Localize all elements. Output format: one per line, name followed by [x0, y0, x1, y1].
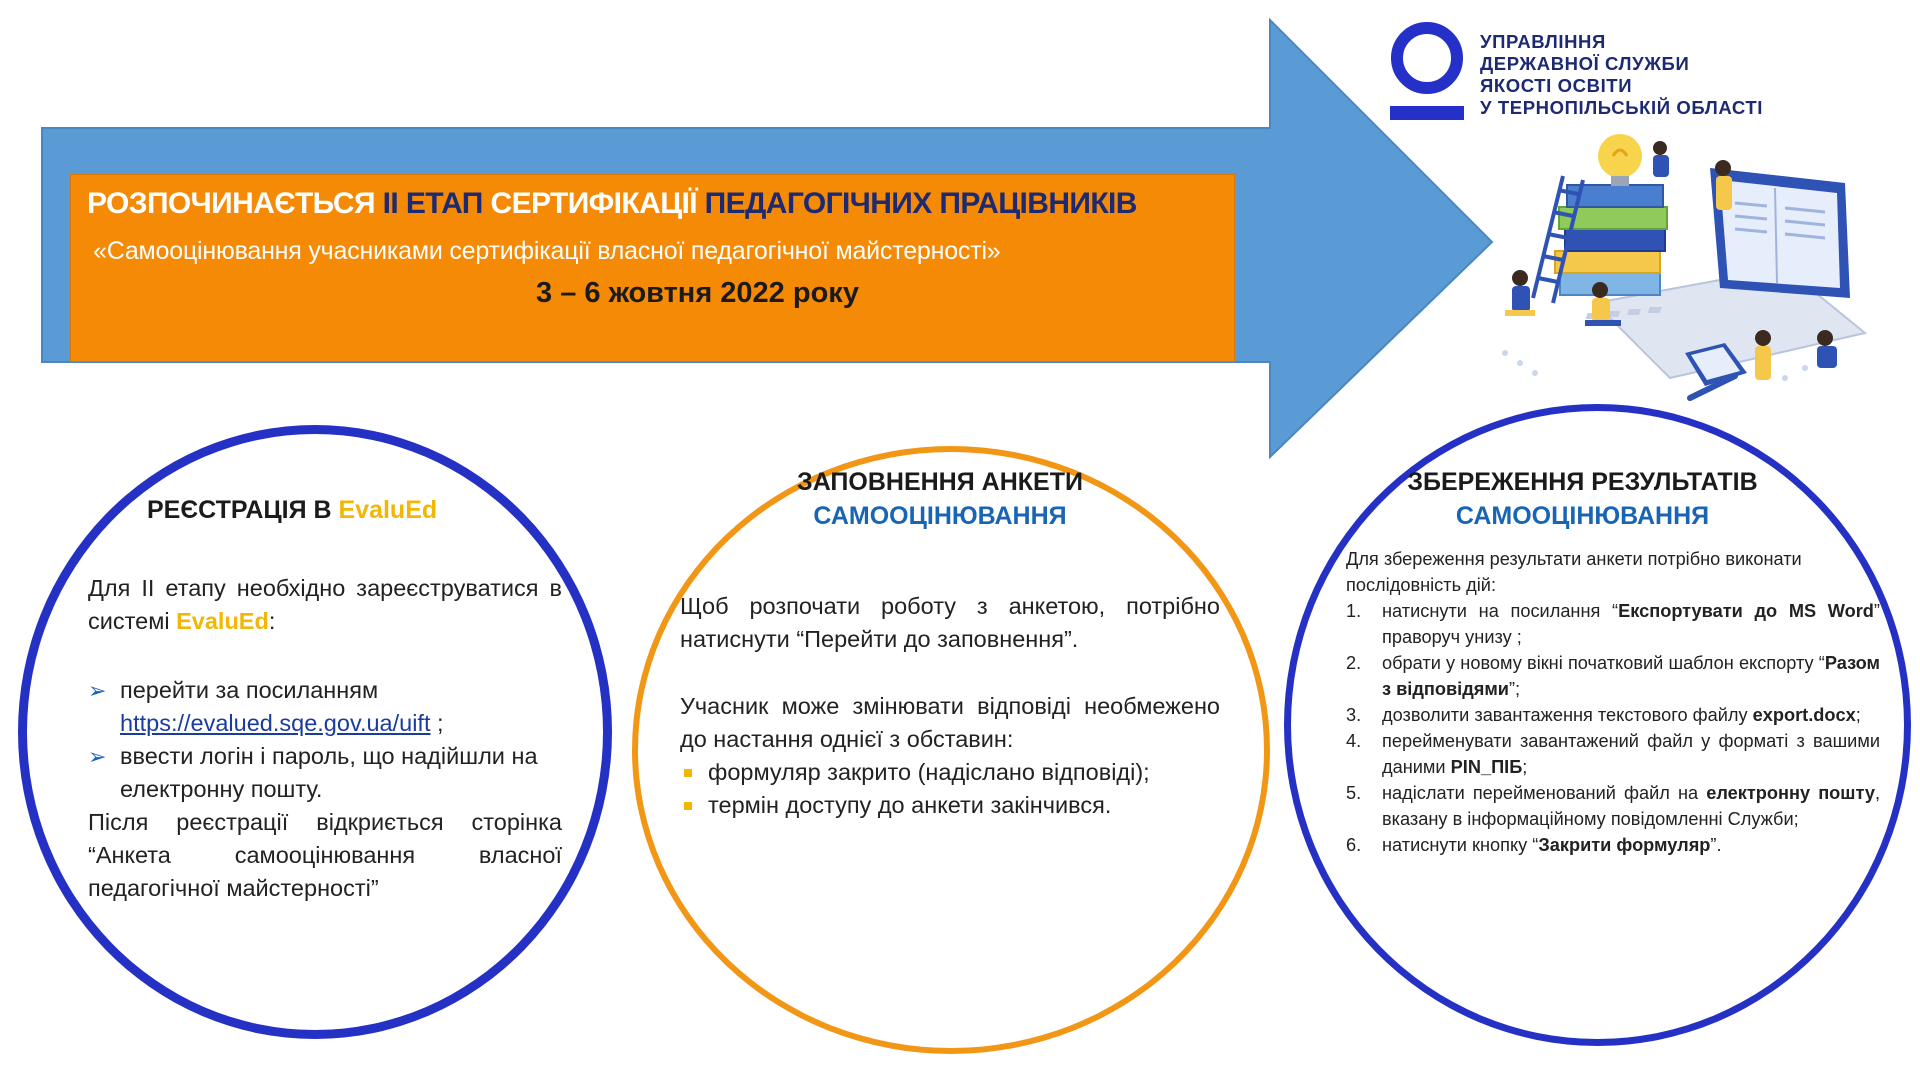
saving-step-bold: PIN_ПІБ — [1450, 757, 1523, 777]
registration-intro-colon: : — [268, 608, 276, 634]
saving-step-text: дозволити завантаження текстового файлу — [1382, 705, 1753, 725]
saving-step-text: ”. — [1710, 835, 1722, 855]
lightbulb-icon — [1598, 134, 1642, 186]
banner-title-part: СЕРТИФІКАЦІЇ — [482, 187, 705, 220]
questionnaire-body — [680, 690, 1220, 822]
registration-step — [88, 740, 562, 806]
saving-step-text: натиснути на посилання “ — [1382, 601, 1619, 621]
logo-line: У ТЕРНОПІЛЬСЬКІЙ ОБЛАСТІ — [1480, 97, 1764, 118]
person-icon — [1653, 141, 1669, 177]
logo-line: ЯКОСТІ ОСВІТИ — [1480, 75, 1633, 96]
saving-step-text: надіслати перейменований файл на — [1382, 783, 1707, 803]
banner-title-part: РОЗПОЧИНАЄТЬСЯ — [87, 187, 383, 220]
registration-step — [88, 674, 562, 740]
banner-subtitle: «Самооцінювання учасниками сертифікації власної педагогічної майстерності» — [93, 237, 1001, 265]
square-bullet-icon — [684, 802, 692, 810]
saving-step-number: 4. — [1346, 731, 1362, 751]
saving-step-number: 2. — [1346, 653, 1362, 673]
saving-step-bold: електронну пошту — [1706, 783, 1875, 803]
questionnaire-title — [640, 465, 1240, 533]
questionnaire-para1: Щоб розпочати роботу з анкетою, потрібно натиснути “Перейти до заповнення”. — [680, 593, 1220, 652]
saving-step-text: ; — [1522, 757, 1528, 777]
questionnaire-title-line2: САМООЦІНЮВАННЯ — [813, 502, 1067, 530]
registration-title — [147, 493, 437, 527]
evalued-link[interactable]: https://evalued.sqe.gov.ua/uift — [120, 710, 431, 736]
registration-step-text: ввести логін і пароль, що надійшли на електронну пошту. — [120, 743, 538, 802]
saving-step — [1346, 702, 1880, 728]
registration-intro-brand: EvaluEd — [176, 608, 269, 634]
banner-date: 3 – 6 жовтня 2022 року — [536, 277, 859, 309]
banner-title-stage: ІІ ЕТАП — [382, 187, 483, 220]
arrow-bullet-icon: ➢ — [88, 678, 107, 703]
saving-step-bold: export.docx — [1752, 705, 1856, 725]
registration-step-suffix: ; — [430, 710, 444, 736]
registration-steps — [88, 674, 562, 905]
person-icon — [1505, 270, 1535, 316]
saving-step — [1346, 832, 1880, 858]
saving-step-number: 1. — [1346, 601, 1362, 621]
saving-step-number: 3. — [1346, 705, 1362, 725]
saving-steps-list — [1346, 598, 1880, 858]
saving-step — [1346, 650, 1880, 702]
logo-line: УПРАВЛІННЯ — [1480, 31, 1606, 52]
person-icon — [1715, 160, 1732, 210]
saving-step — [1346, 598, 1880, 650]
saving-step-number: 5. — [1346, 783, 1362, 803]
questionnaire-bullet-text: термін доступу до анкети закінчився. — [708, 792, 1112, 818]
saving-title — [1290, 465, 1875, 533]
saving-step-text: ”; — [1509, 679, 1521, 699]
announcement-banner — [70, 174, 1235, 362]
registration-after-text: Після реєстрації відкриється сторінка “Анкета самооцінювання власної педагогічної майстерності” — [88, 809, 562, 901]
questionnaire-para2: Учасник може змінювати відповіді необмежено до настання однієї з обставин: — [680, 693, 1220, 752]
registration-step-text: перейти за посиланням — [120, 677, 379, 703]
saving-step-bold: Разом з відповідями — [1382, 653, 1880, 699]
registration-title-brand: EvaluEd — [338, 496, 438, 524]
registration-title-text: РЕЄСТРАЦІЯ В — [147, 496, 339, 524]
books-stack-icon — [1555, 185, 1667, 295]
education-illustration — [1485, 128, 1875, 408]
arrow-bullet-icon: ➢ — [88, 744, 107, 769]
saving-body — [1346, 546, 1880, 858]
saving-title-line1: ЗБЕРЕЖЕННЯ РЕЗУЛЬТАТІВ — [1407, 468, 1758, 496]
saving-step-text: ” праворуч унизу ; — [1382, 601, 1880, 647]
square-bullet-icon — [684, 769, 692, 777]
questionnaire-bullet — [680, 789, 1220, 822]
saving-step-bold: Закрити формуляр — [1538, 835, 1711, 855]
saving-title-line2: САМООЦІНЮВАННЯ — [1455, 502, 1710, 530]
saving-step-text: ; — [1855, 705, 1861, 725]
logo-line: ДЕРЖАВНОЇ СЛУЖБИ — [1480, 53, 1690, 74]
banner-title — [87, 187, 1224, 221]
service-logo-icon — [1388, 20, 1466, 122]
saving-intro: Для збереження результати анкети потрібно виконати послідовність дій: — [1346, 549, 1802, 595]
person-icon — [1755, 330, 1771, 380]
questionnaire-bullet — [680, 756, 1220, 789]
saving-step-text: , вказану в інформаційному повідомленні Служби; — [1382, 783, 1880, 829]
saving-step-text: обрати у новому вікні початковий шаблон експорту “ — [1382, 653, 1825, 673]
service-logo-text — [1480, 31, 1763, 119]
saving-step-bold: Експортувати до MS Word — [1618, 601, 1874, 621]
saving-step-text: перейменувати завантажений файл у форматі з вашими даними — [1382, 731, 1880, 777]
saving-step — [1346, 728, 1880, 780]
questionnaire-title-line1: ЗАПОВНЕННЯ АНКЕТИ — [797, 468, 1083, 496]
registration-intro-text: Для ІІ етапу необхідно зареєструватися в системі — [88, 575, 562, 634]
registration-intro — [88, 572, 562, 638]
questionnaire-bullet-text: формуляр закрито (надіслано відповіді); — [708, 759, 1150, 785]
saving-step-number: 6. — [1346, 835, 1362, 855]
saving-step-text: натиснути кнопку “ — [1382, 835, 1539, 855]
saving-step — [1346, 780, 1880, 832]
banner-title-workers: ПЕДАГОГІЧНИХ ПРАЦІВНИКІВ — [704, 187, 1137, 220]
